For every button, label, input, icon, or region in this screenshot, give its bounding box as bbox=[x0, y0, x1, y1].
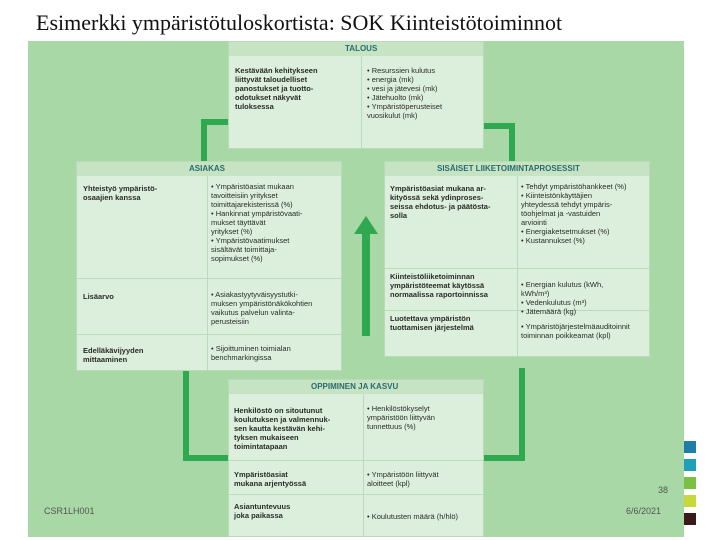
talous-header: TALOUS bbox=[229, 42, 483, 56]
prosessit-header: SISÄISET LIIKETOIMINTAPROSESSIT bbox=[385, 162, 649, 176]
asiakas-measure: • Asiakastyytyväisyystutki- muksen ympäristönäkökohtien vaikutus palvelun valinta- perusteisiin bbox=[211, 290, 313, 326]
talous-objective: Kestävään kehitykseen liittyvät taloudelliset panostukset ja tuotto- odotukset näkyvät tuloksessa bbox=[235, 66, 318, 111]
asiakas-objective: Edelläkävijyyden mittaaminen bbox=[83, 346, 144, 364]
asiakas-header: ASIAKAS bbox=[77, 162, 341, 176]
prosessit-card bbox=[384, 161, 650, 357]
prosessit-measure: • Energian kulutus (kWh, kWh/m³) • Vedenkulutus (m³) • Jätemäärä (kg) bbox=[521, 280, 604, 316]
prosessit-objective: Ympäristöasiat mukana ar- kityössä sekä ydinproses- seissa ehdotus- ja päätösta- solla bbox=[390, 184, 491, 220]
oppiminen-measure: • Henkilöstökyselyt ympäristöön liittyvän tunnettuus (%) bbox=[367, 404, 435, 431]
decor-square bbox=[684, 459, 696, 471]
prosessit-measure: • Ympäristöjärjestelmäauditoinnit toiminnan poikkeamat (kpl) bbox=[521, 322, 630, 340]
slide-title: Esimerkki ympäristötuloskortista: SOK Kiinteistötoiminnot bbox=[36, 10, 563, 35]
oppiminen-measure: • Koulutusten määrä (h/hlö) bbox=[367, 512, 459, 521]
arrow-oppiminen-to-asiakas bbox=[180, 368, 230, 462]
page-number: 38 bbox=[658, 485, 669, 495]
decor-square bbox=[684, 477, 696, 489]
prosessit-objective: Kiinteistöliiketoiminnan ympäristöteemat käytössä normaalissa raportoinnissa bbox=[390, 272, 488, 299]
talous-card bbox=[228, 41, 484, 149]
asiakas-card bbox=[76, 161, 342, 371]
footer-code: CSR1LH001 bbox=[44, 506, 95, 516]
oppiminen-objective: Ympäristöasiat mukana arjentyössä bbox=[234, 470, 307, 488]
arrow-asiakas-to-prosessit bbox=[354, 216, 378, 336]
oppiminen-measure: • Ympäristöön liittyvät aloitteet (kpl) bbox=[367, 470, 439, 488]
decor-square bbox=[684, 441, 696, 453]
decor-square bbox=[684, 495, 696, 507]
prosessit-measure: • Tehdyt ympäristöhankkeet (%) • Kiinteistönkäyttäjien yhteydessä tehdyt ympäris- töohjelmat ja -vastuiden arviointi • Energiaketsetmukset (%) • Kustannukset (%) bbox=[521, 182, 627, 245]
prosessit-objective: Luotettava ympäristön tuottamisen järjestelmä bbox=[390, 314, 474, 332]
oppiminen-card bbox=[228, 379, 484, 537]
decor-square bbox=[684, 513, 696, 525]
asiakas-measure: • Ympäristöasiat mukaan tavoitteisiin yritykset toimittajarekisterissä (%) • Hankinnat ympäristövaati- mukset täyttävät yritykset (%) • Ympäristövaatimukset sisältävät toimittaja- sopimukset (%) bbox=[211, 182, 303, 263]
asiakas-objective: Lisäarvo bbox=[83, 292, 114, 301]
slide-date: 6/6/2021 bbox=[626, 506, 662, 516]
oppiminen-objective: Henkilöstö on sitoutunut koulutuksen ja valmennuk- sen kautta kestävän kehi- tyksen mukaiseen toimintatapaan bbox=[234, 406, 331, 451]
talous-measures: • Resurssien kulutus • energia (mk) • vesi ja jätevesi (mk) • Jätehuolto (mk) • Ympäristöperusteiset vuosikulut (mk) bbox=[367, 66, 443, 120]
arrow-oppiminen-to-prosessit bbox=[484, 368, 528, 462]
oppiminen-header: OPPIMINEN JA KASVU bbox=[229, 380, 483, 394]
asiakas-objective: Yhteistyö ympäristö- osaajien kanssa bbox=[83, 184, 158, 202]
asiakas-measure: • Sijoittuminen toimialan benchmarkingissa bbox=[211, 344, 291, 362]
oppiminen-objective: Asiantuntevuus joka paikassa bbox=[234, 502, 291, 520]
